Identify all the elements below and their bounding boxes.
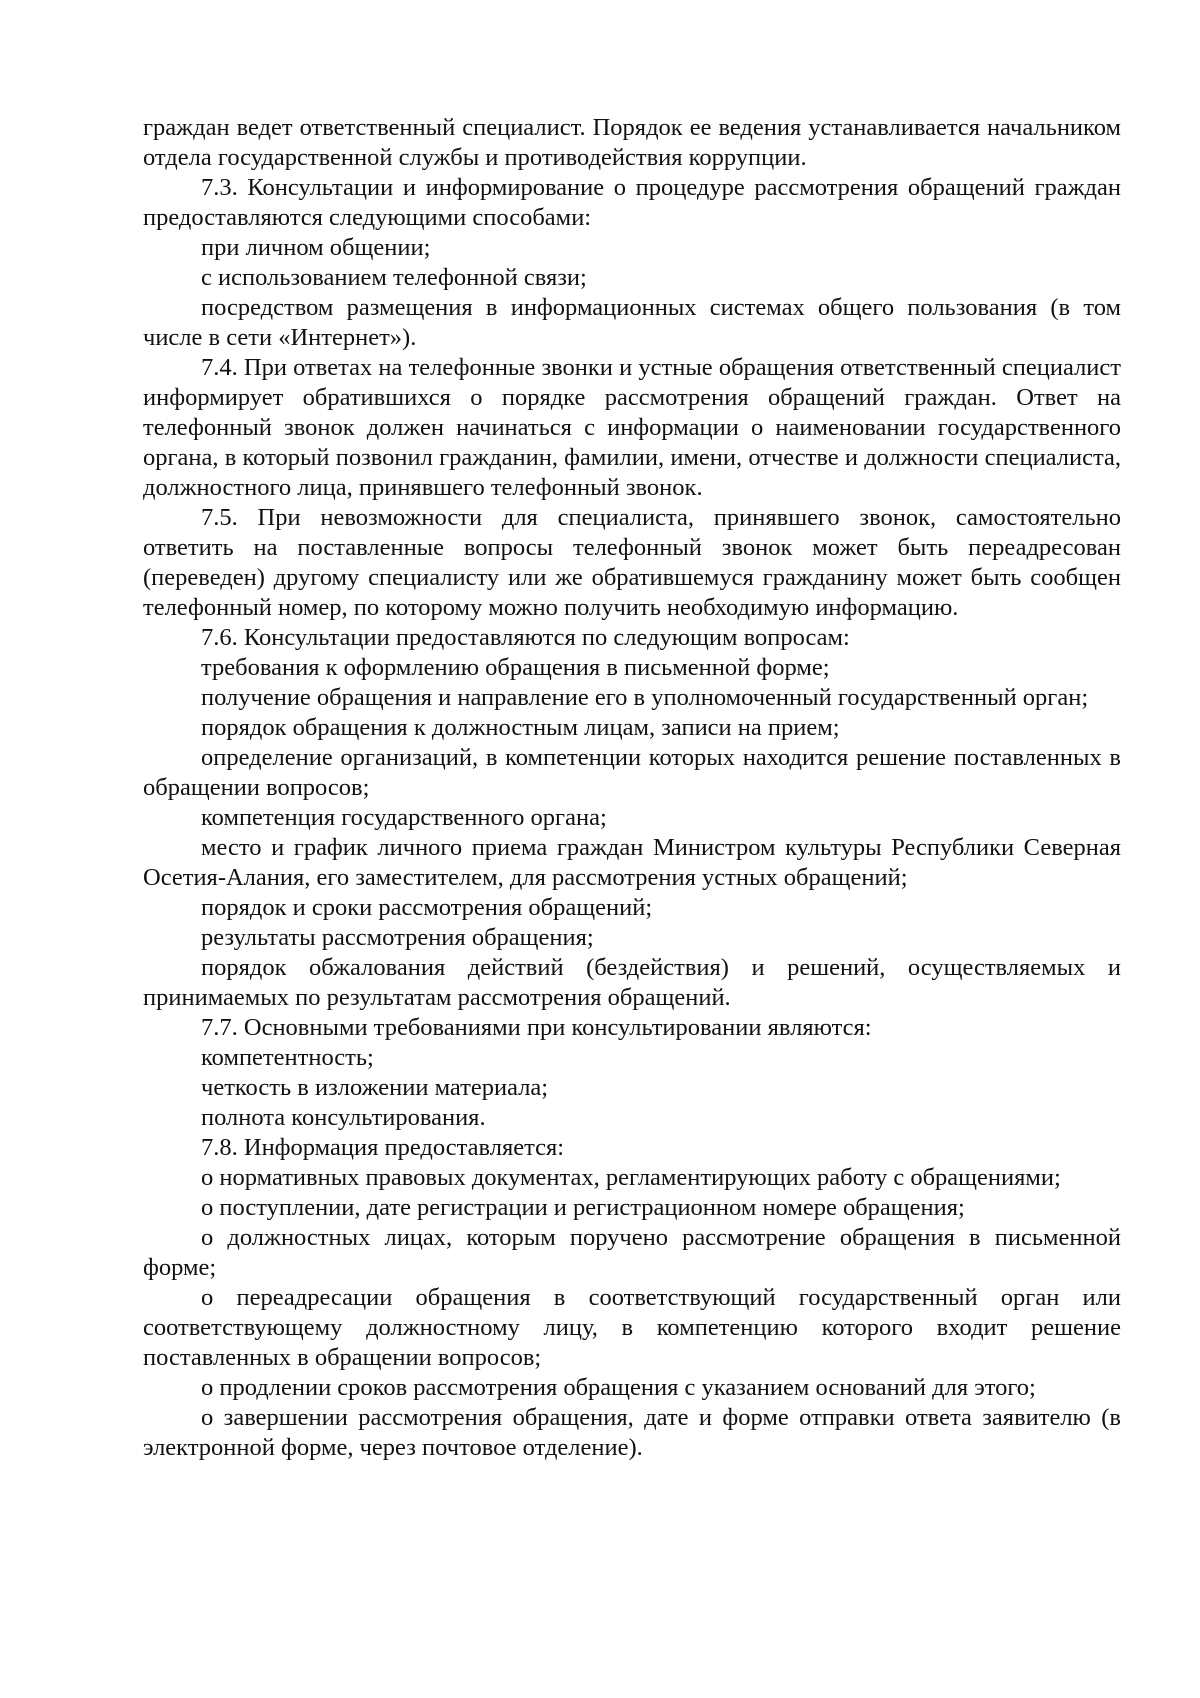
list-item-receipt-and-forwarding: получение обращения и направление его в уполномоченный государственный орган; (201, 684, 1089, 711)
list-item-competency: компетентность; (201, 1044, 374, 1071)
list-item-registration: о поступлении, дате регистрации и регистрационном номере обращения; (201, 1194, 965, 1221)
list-item-readdressing: о переадресации обращения в соответствующий государственный орган или соответствующему должностному лицу, в компетенцию которого входит решение поставленных в обращении вопросов; (143, 1284, 1121, 1371)
list-item-results: результаты рассмотрения обращения; (201, 924, 594, 951)
list-item-organizations: определение организаций, в компетенции которых находится решение поставленных в обращении вопросов; (143, 744, 1121, 801)
list-item-responsible-officials: о должностных лицах, которым поручено рассмотрение обращения в письменной форме; (143, 1224, 1121, 1281)
paragraph-7-6: 7.6. Консультации предоставляются по следующим вопросам: (201, 624, 850, 651)
list-item-telephone: с использованием телефонной связи; (201, 264, 587, 291)
list-item-completeness: полнота консультирования. (201, 1104, 486, 1131)
list-item-appeal-procedure: порядок обжалования действий (бездействия) и решений, осуществляемых и принимаемых по результатам рассмотрения обращений. (143, 954, 1121, 1011)
list-item-clarity: четкость в изложении материала; (201, 1074, 549, 1101)
list-item-procedure-and-terms: порядок и сроки рассмотрения обращений; (201, 894, 653, 921)
list-item-reception-schedule: место и график личного приема граждан Министром культуры Республики Северная Осетия-Алания, его заместителем, для рассмотрения устных обращений; (143, 834, 1121, 891)
list-item-personal-contact: при личном общении; (201, 234, 431, 261)
paragraph-7-8: 7.8. Информация предоставляется: (201, 1134, 565, 1161)
list-item-written-form-requirements: требования к оформлению обращения в письменной форме; (201, 654, 830, 681)
list-item-completion: о завершении рассмотрения обращения, дате и форме отправки ответа заявителю (в электронной форме, через почтовое отделение). (143, 1404, 1121, 1461)
list-item-information-systems: посредством размещения в информационных системах общего пользования (в том числе в сети «Интернет»). (143, 294, 1121, 351)
list-item-competence: компетенция государственного органа; (201, 804, 607, 831)
paragraph-7-7: 7.7. Основными требованиями при консультировании являются: (201, 1014, 872, 1041)
paragraph-7-4: 7.4. При ответах на телефонные звонки и устные обращения ответственный специалист информирует обратившихся о порядке рассмотрения обращений граждан. Ответ на телефонный звонок должен начинаться с информации о наименовании государственного органа, в который позвонил гражданин, фамилии, имени, отчестве и должности специалиста, должностного лица, принявшего телефонный звонок. (143, 354, 1121, 501)
paragraph-7-5: 7.5. При невозможности для специалиста, принявшего звонок, самостоятельно ответить на поставленные вопросы телефонный звонок может быть переадресован (переведен) другому специалисту или же обратившемуся гражданину может быть сообщен телефонный номер, по которому можно получить необходимую информацию. (143, 504, 1121, 621)
paragraph-intro: граждан ведет ответственный специалист. Порядок ее ведения устанавливается начальником отдела государственной службы и противодействия коррупции. (143, 114, 1121, 171)
document-page (143, 113, 1121, 1463)
list-item-extension: о продлении сроков рассмотрения обращения с указанием оснований для этого; (201, 1374, 1036, 1401)
paragraph-7-3: 7.3. Консультации и информирование о процедуре рассмотрения обращений граждан предоставляются следующими способами: (143, 174, 1121, 231)
list-item-appointment-procedure: порядок обращения к должностным лицам, записи на прием; (201, 714, 840, 741)
list-item-normative-documents: о нормативных правовых документах, регламентирующих работу с обращениями; (201, 1164, 1061, 1191)
